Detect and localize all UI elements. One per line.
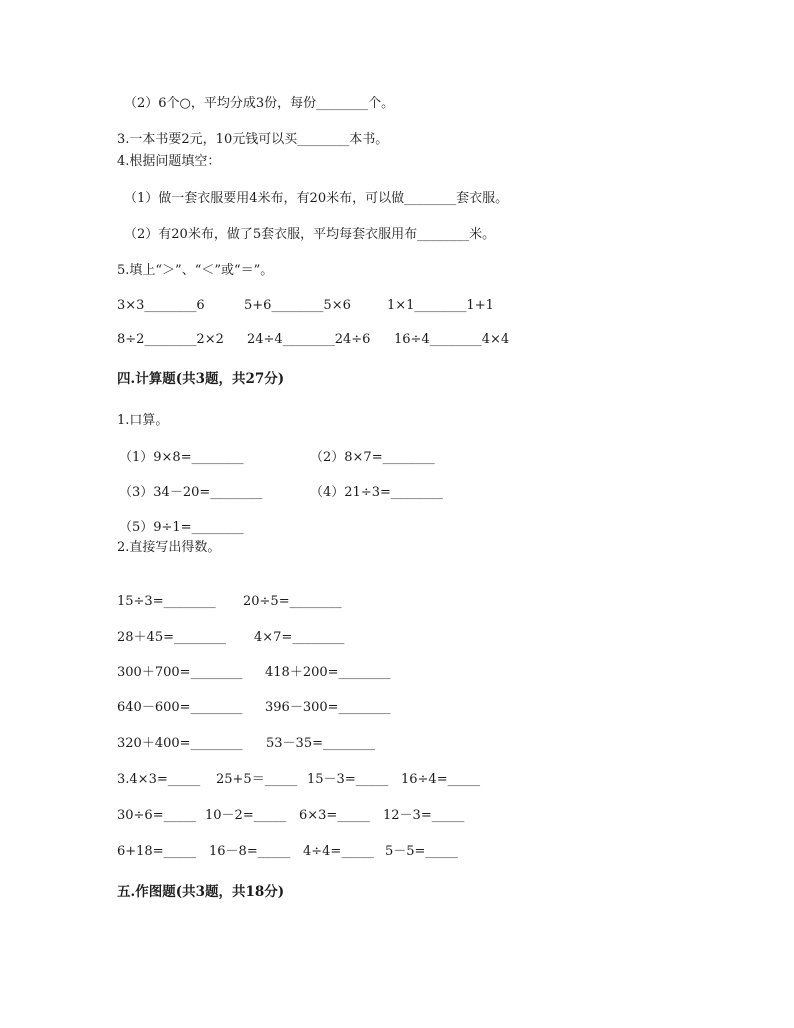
- direct-calc-item: 25+5＝_____: [216, 772, 298, 787]
- oral-calc-item: （3）34－20=________: [119, 485, 263, 500]
- direct-calc-item: 12－3=_____: [383, 808, 465, 823]
- direct-calc-item: 30÷6=_____: [117, 808, 197, 823]
- oral-calc-item: （4）21÷3=________: [310, 485, 443, 500]
- direct-calc-item: 53－35=________: [266, 736, 375, 751]
- direct-calc-item: 16－8=_____: [209, 844, 291, 859]
- question-3-2-text: （2）6个○，平均分成3份，每份________个。: [124, 96, 395, 111]
- direct-calc-item: 4÷4=_____: [303, 844, 374, 859]
- section-4-heading: 四.计算题(共3题，共27分): [117, 371, 285, 387]
- section-5-heading: 五.作图题(共3题，共18分): [117, 884, 285, 900]
- direct-calc-item: 10－2=_____: [205, 808, 287, 823]
- direct-calc-item: 5－5=_____: [385, 844, 458, 859]
- direct-calc-item: 16÷4=_____: [401, 772, 481, 787]
- question-4-2-text: （2）有20米布，做了5套衣服，平均每套衣服用布________米。: [124, 227, 496, 242]
- compare-item: 24÷4________24÷6: [247, 332, 371, 347]
- direct-calc-item: 640－600=________: [117, 700, 243, 715]
- direct-calc-item: 3.4×3=_____: [117, 772, 201, 787]
- direct-calc-item: 15－3=_____: [307, 772, 389, 787]
- question-4-title: 4.根据问题填空：: [117, 154, 221, 169]
- oral-calc-item: （2）8×7=________: [310, 450, 435, 465]
- question-4-1-text: （1）做一套衣服要用4米布，有20米布，可以做________套衣服。: [124, 191, 509, 206]
- oral-calc-item: （1）9×8=________: [119, 450, 244, 465]
- direct-calc-item: 15÷3=________: [117, 594, 216, 609]
- direct-calc-item: 396－300=________: [265, 700, 391, 715]
- question-3-text: 3.一本书要2元，10元钱可以买________本书。: [117, 132, 389, 147]
- direct-calc-item: 20÷5=________: [243, 594, 342, 609]
- oral-calc-item: （5）9÷1=________: [119, 520, 244, 535]
- question-5-title: 5.填上“＞”、“＜”或“＝”。: [117, 263, 274, 278]
- compare-item: 1×1________1+1: [387, 298, 494, 313]
- direct-calc-item: 300＋700=________: [117, 665, 243, 680]
- direct-calc-item: 4×7=________: [254, 630, 345, 645]
- direct-calc-item: 320＋400=________: [117, 736, 243, 751]
- compare-item: 5+6________5×6: [244, 298, 351, 313]
- direct-calc-item: 6+18=_____: [117, 844, 197, 859]
- direct-calc-item: 418＋200=________: [265, 665, 391, 680]
- compare-item: 8÷2________2×2: [117, 332, 224, 347]
- calc-question-1-title: 1.口算。: [117, 413, 169, 428]
- direct-calc-item: 28＋45=________: [117, 630, 226, 645]
- calc-question-2-title: 2.直接写出得数。: [117, 540, 221, 555]
- compare-item: 3×3________6: [117, 298, 205, 313]
- direct-calc-item: 6×3=_____: [299, 808, 370, 823]
- compare-item: 16÷4________4×4: [394, 332, 510, 347]
